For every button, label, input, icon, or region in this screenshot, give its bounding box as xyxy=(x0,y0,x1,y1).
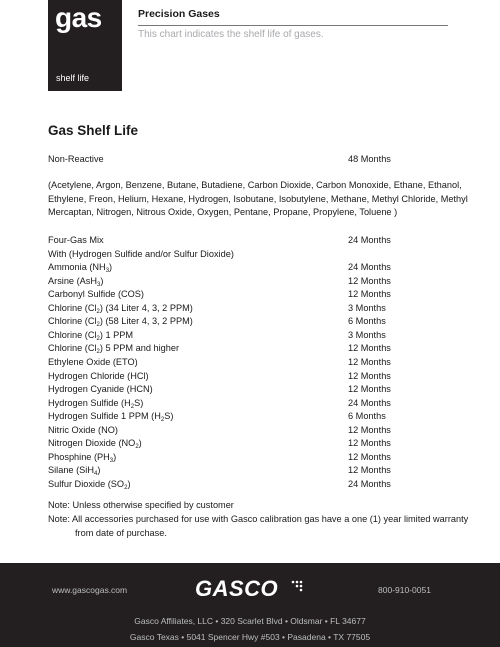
subscript: 2 xyxy=(130,403,135,410)
gas-name-part: ) (58 Liter 4, 3, 2 PPM) xyxy=(99,316,193,327)
footer xyxy=(0,563,500,647)
logo-word: gas xyxy=(55,2,102,33)
gas-row-label xyxy=(48,315,193,327)
gas-name-part: ) (34 Liter 4, 3, 2 PPM) xyxy=(99,302,193,313)
gas-name-part: S) xyxy=(164,411,174,422)
gas-row-shelf-life: 12 Months xyxy=(348,438,391,449)
note-accessories-warranty: Note: All accessories purchased for use with Gasco calibration gas have a one (1) year limited warranty xyxy=(48,514,469,524)
gas-logo-block xyxy=(48,0,122,91)
gas-name-part: Nitrogen Dioxide (NO xyxy=(48,438,136,449)
gas-row-shelf-life: 3 Months xyxy=(348,329,386,340)
gas-row-shelf-life: 24 Months xyxy=(348,235,391,245)
gas-row-label xyxy=(48,437,142,449)
gas-row-shelf-life: 6 Months xyxy=(348,316,386,327)
gas-name-part: Chlorine (Cl xyxy=(48,343,97,354)
subscript: 2 xyxy=(96,308,100,315)
gas-name-part: ) xyxy=(100,275,104,286)
gas-name-part: Arsine (AsH xyxy=(48,275,98,286)
gas-name-part: ) xyxy=(127,478,131,489)
gas-name-part: ) xyxy=(113,451,117,462)
gas-row-label xyxy=(48,302,193,314)
logo-dots-icon xyxy=(291,580,303,592)
footer-phone: 800-910-0051 xyxy=(378,585,431,595)
subscript: 3 xyxy=(97,281,101,288)
gas-row-label xyxy=(48,329,133,341)
gas-row-shelf-life: 12 Months xyxy=(348,424,391,435)
gas-row-label xyxy=(48,464,100,476)
gas-name-part: Ammonia (NH xyxy=(48,262,106,273)
footer-address-texas: Gasco Texas • 5041 Spencer Hwy #503 • Pasadena • TX 77505 xyxy=(129,632,371,642)
gas-name-part: ) 5 PPM and higher xyxy=(99,343,180,354)
gas-row-label: Hydrogen Cyanide (HCN) xyxy=(48,384,153,395)
footer-address-florida: Gasco Affiliates, LLC • 320 Scarlet Blvd • Oldsmar • FL 34677 xyxy=(134,616,366,626)
gas-row-shelf-life: 3 Months xyxy=(348,302,386,313)
subscript: 2 xyxy=(135,444,139,451)
gas-name-part: Chlorine (Cl xyxy=(48,316,97,327)
subscript: 2 xyxy=(160,417,165,424)
gas-row-label xyxy=(48,275,103,287)
gas-name-part: ) 1 PPM xyxy=(99,329,134,340)
gas-row-shelf-life: 12 Months xyxy=(348,465,391,476)
note-accessories-warranty-cont: from date of purchase. xyxy=(75,528,167,538)
non-reactive-gas-list: (Acetylene, Argon, Benzene, Butane, Butadiene, Carbon Dioxide, Carbon Monoxide, Ethane, Ethanol, Ethylene, Freon, Helium, Hexane, Hydrogen, Isobutane, Isobutylene, Methane, Methyl Chloride, Methyl Mercaptan, Nitrogen, Nitrous Oxide, Oxygen, Pentane, Propane, Propylene, Toluene ) xyxy=(48,180,468,217)
gas-row-shelf-life: 12 Months xyxy=(348,275,391,286)
gas-row-shelf-life: 12 Months xyxy=(348,289,391,300)
gas-row-shelf-life: 24 Months xyxy=(348,478,391,489)
gas-name-part: ) xyxy=(109,262,113,273)
gas-name-part: Chlorine (Cl xyxy=(48,329,97,340)
note-unless-specified: Note: Unless otherwise specified by customer xyxy=(48,500,234,510)
subscript: 2 xyxy=(124,484,128,491)
gas-row-shelf-life: 6 Months xyxy=(348,411,386,422)
gas-row-label: Nitric Oxide (NO) xyxy=(48,424,118,435)
gas-name-part: Sulfur Dioxide (SO xyxy=(48,478,125,489)
gas-name-part: S) xyxy=(134,397,144,408)
gas-name-part: Phosphine (PH xyxy=(48,451,110,462)
gas-row-shelf-life: 12 Months xyxy=(348,451,391,462)
gas-row-label: Four-Gas Mix xyxy=(48,235,104,245)
gas-row-label xyxy=(48,451,116,463)
header-title: Precision Gases xyxy=(138,8,220,20)
logo-subtitle: shelf life xyxy=(56,73,90,83)
subscript: 2 xyxy=(96,322,100,329)
gas-row-shelf-life: 12 Months xyxy=(348,343,391,354)
subscript: 3 xyxy=(109,457,114,464)
gas-row-label xyxy=(48,410,173,422)
gas-row-label xyxy=(48,478,131,490)
gas-name-part: Chlorine (Cl xyxy=(48,302,97,313)
header-divider xyxy=(138,25,448,26)
header-subtitle: This chart indicates the shelf life of gases. xyxy=(138,29,324,40)
subscript: 2 xyxy=(96,349,100,356)
gas-name-part: ) xyxy=(97,465,101,476)
gas-row-shelf-life: 24 Months xyxy=(348,262,391,273)
gas-row-label xyxy=(48,397,143,409)
document-title: Gas Shelf Life xyxy=(48,123,139,138)
gas-row-label: With (Hydrogen Sulfide and/or Sulfur Dioxide) xyxy=(48,248,234,259)
gas-name-part: Hydrogen Sulfide 1 PPM (H xyxy=(48,411,161,422)
footer-brand-logo: GASCO xyxy=(195,576,279,601)
gas-row-shelf-life: 12 Months xyxy=(348,384,391,395)
gas-row-label xyxy=(48,342,179,354)
gas-row-label xyxy=(48,261,112,273)
non-reactive-label: Non-Reactive xyxy=(48,154,104,164)
non-reactive-value: 48 Months xyxy=(348,154,391,164)
gas-row-shelf-life: 12 Months xyxy=(348,356,391,367)
subscript: 2 xyxy=(96,335,100,342)
gas-name-part: Hydrogen Sulfide (H xyxy=(48,397,131,408)
gas-name-part: ) xyxy=(138,438,142,449)
subscript: 4 xyxy=(93,471,98,478)
gas-row-label: Ethylene Oxide (ETO) xyxy=(48,356,138,367)
gas-name-part: Silane (SiH xyxy=(48,465,94,476)
footer-website-link[interactable]: www.gascogas.com xyxy=(52,585,128,595)
gas-row-label: Carbonyl Sulfide (COS) xyxy=(48,289,144,300)
gas-row-label: Hydrogen Chloride (HCl) xyxy=(48,370,149,381)
gas-row-shelf-life: 24 Months xyxy=(348,397,391,408)
subscript: 3 xyxy=(105,268,110,275)
gas-row-shelf-life: 12 Months xyxy=(348,370,391,381)
